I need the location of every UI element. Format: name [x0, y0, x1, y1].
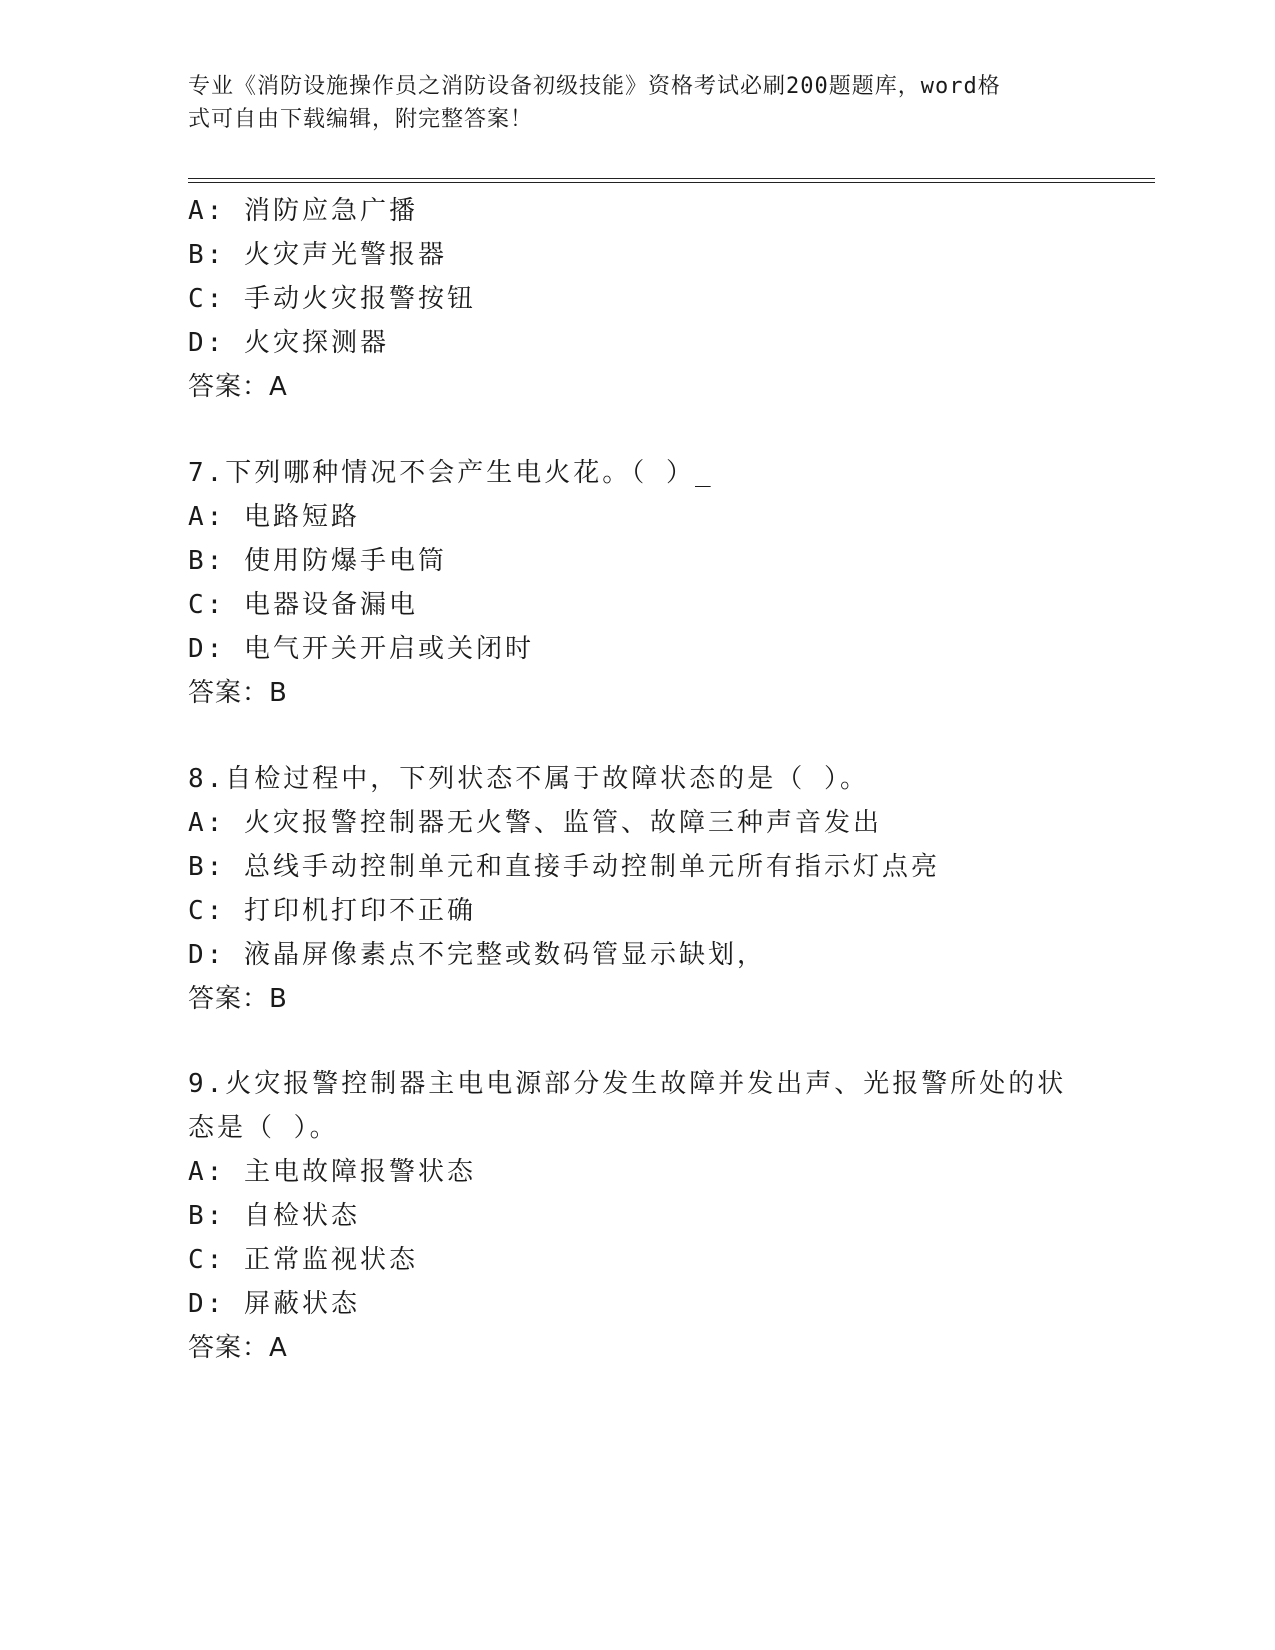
header-line-1: 专业《消防设施操作员之消防设备初级技能》资格考试必刷200题题库，word格 — [188, 74, 1001, 99]
q8-option-a: A: 火灾报警控制器无火警、监管、故障三种声音发出 — [188, 808, 882, 838]
q6-answer: 答案：A — [188, 372, 288, 402]
q9-option-d: D: 屏蔽状态 — [188, 1289, 360, 1319]
q8-question: 8.自检过程中，下列状态不属于故障状态的是（ ）。 — [188, 764, 869, 794]
q7-option-a: A: 电路短路 — [188, 502, 360, 532]
q9-option-c: C: 正常监视状态 — [188, 1245, 418, 1275]
q9-question-line-2: 态是（ ）。 — [188, 1113, 339, 1143]
q8-answer: 答案：B — [188, 984, 288, 1014]
header-line-2: 式可自由下载编辑，附完整答案！ — [188, 107, 534, 132]
q6-option-d: D: 火灾探测器 — [188, 328, 389, 358]
q6-option-b: B: 火灾声光警报器 — [188, 240, 447, 270]
header-divider-bottom — [188, 182, 1155, 183]
document-header — [188, 70, 1068, 136]
q8-option-d: D: 液晶屏像素点不完整或数码管显示缺划， — [188, 940, 766, 970]
q9-option-a: A: 主电故障报警状态 — [188, 1157, 476, 1187]
q9-question-line-1: 9.火灾报警控制器主电电源部分发生故障并发出声、光报警所处的状 — [188, 1069, 1067, 1099]
q7-question: 7.下列哪种情况不会产生电火花。（ ）_ — [188, 458, 714, 488]
q6-option-a: A: 消防应急广播 — [188, 196, 418, 226]
q7-answer: 答案：B — [188, 678, 288, 708]
q9-answer: 答案：A — [188, 1333, 288, 1363]
q6-option-c: C: 手动火灾报警按钮 — [188, 284, 476, 314]
q7-option-b: B: 使用防爆手电筒 — [188, 546, 447, 576]
q8-option-b: B: 总线手动控制单元和直接手动控制单元所有指示灯点亮 — [188, 852, 940, 882]
q7-option-c: C: 电器设备漏电 — [188, 590, 418, 620]
header-divider-top — [188, 178, 1155, 179]
q9-option-b: B: 自检状态 — [188, 1201, 360, 1231]
q7-option-d: D: 电气开关开启或关闭时 — [188, 634, 534, 664]
q8-option-c: C: 打印机打印不正确 — [188, 896, 476, 926]
